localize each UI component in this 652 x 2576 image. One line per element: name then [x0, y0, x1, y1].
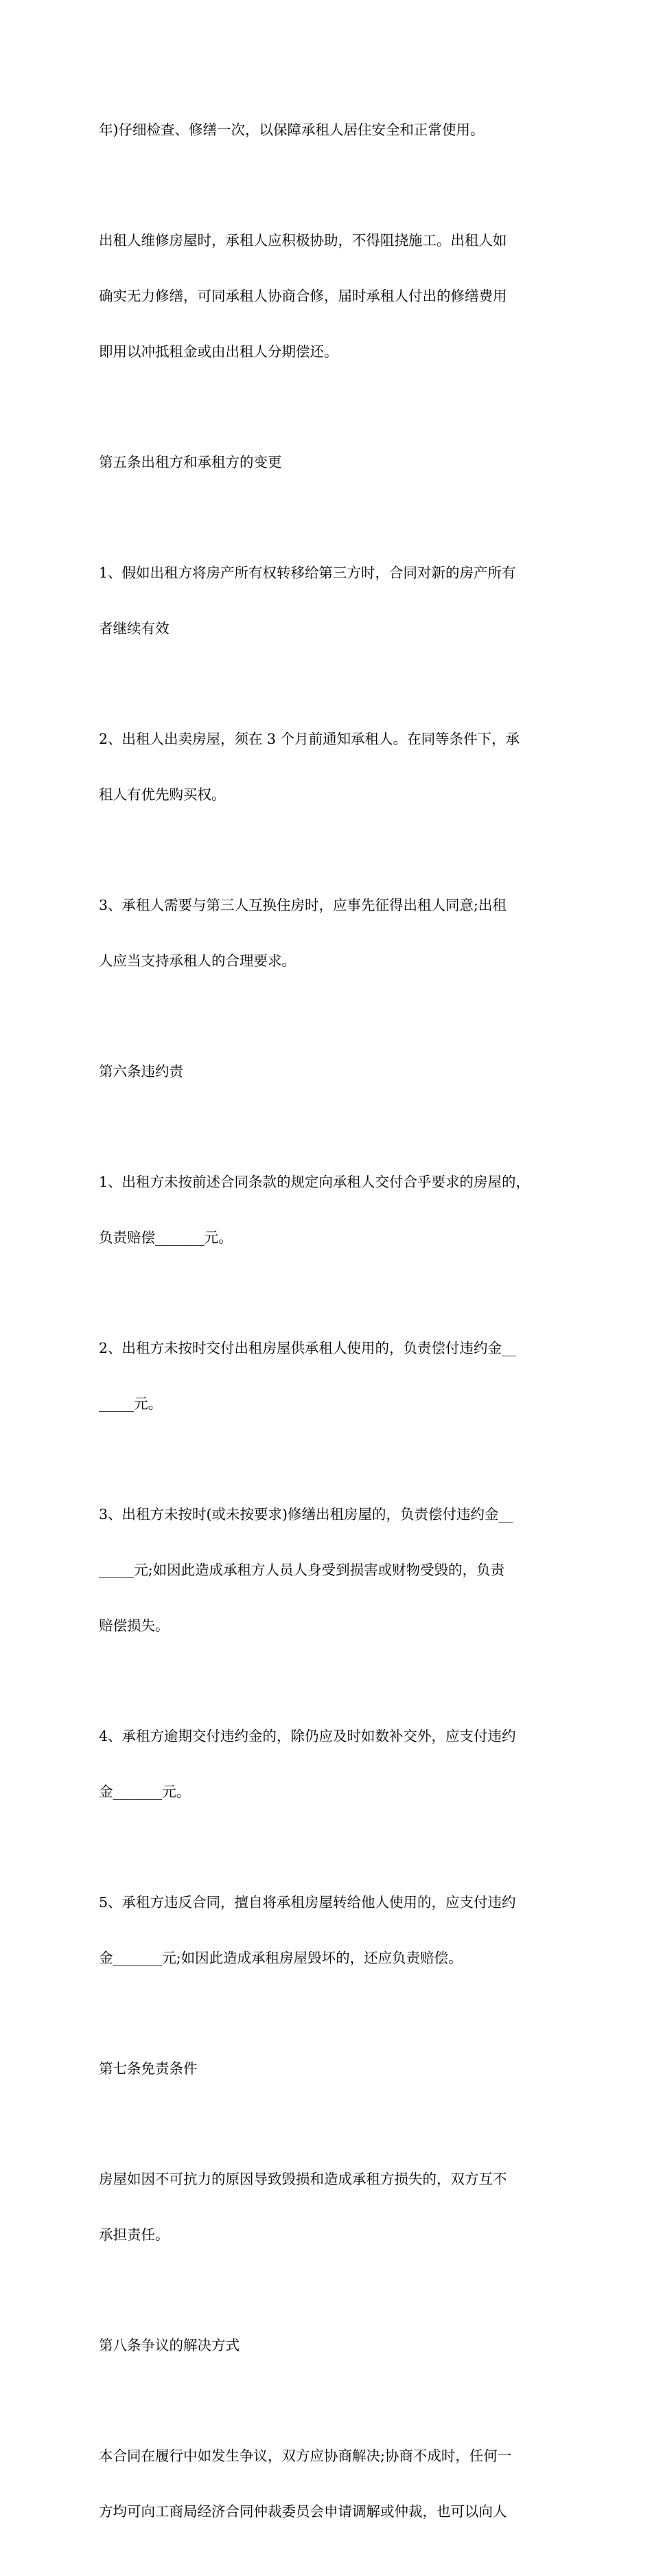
text-line: 承担责任。	[99, 2226, 170, 2243]
text-line: _____元。	[99, 1395, 163, 1412]
text-line: 金_______元。	[99, 1783, 191, 1800]
text-line: 本合同在履行中如发生争议，双方应协商解决;协商不成时，任何一	[99, 2448, 512, 2464]
text-line: 第八条争议的解决方式	[99, 2337, 240, 2353]
text-line: 3、出租方未按时(或未按要求)修缮出租房屋的，负责偿付违约金__	[99, 1506, 513, 1523]
text-line: 房屋如因不可抗力的原因导致毁损和造成承租方损失的，双方互不	[99, 2171, 507, 2187]
paragraph-repair-cooperation	[99, 194, 559, 398]
text-line: 1、出租方未按前述合同条款的规定向承租人交付合乎要求的房屋的，	[99, 1174, 531, 1190]
text-line: _____元;如因此造成承租方人员人身受到损害或财物受毁的，负责	[99, 1562, 505, 1578]
clause-6-4	[99, 1690, 559, 1838]
clause-7-force-majeure	[99, 2133, 559, 2281]
text-line: 负责赔偿_______元。	[99, 1229, 233, 1246]
section-heading-article-5	[99, 416, 559, 509]
document-page	[99, 84, 559, 2576]
text-line: 即用以冲抵租金或由出租人分期偿还。	[99, 343, 338, 360]
text-line: 租人有优先购买权。	[99, 786, 226, 803]
text-line: 第六条违约责	[99, 1063, 183, 1080]
text-line: 4、承租方逾期交付违约金的，除仍应及时如数补交外，应支付违约	[99, 1728, 516, 1744]
paragraph-repair-inspection	[99, 84, 559, 176]
text-line: 年)仔细检查、修缮一次，以保障承租人居住安全和正常使用。	[99, 122, 485, 138]
text-line: 第五条出租方和承租方的变更	[99, 454, 282, 470]
text-line: 方均可向工商局经济合同仲裁委员会申请调解或仲裁，也可以向人	[99, 2503, 507, 2520]
text-line: 人应当支持承租人的合理要求。	[99, 953, 296, 969]
clause-5-1	[99, 527, 559, 675]
text-line: 第七条免责条件	[99, 2060, 198, 2077]
clause-6-3	[99, 1468, 559, 1672]
section-heading-article-6	[99, 1025, 559, 1118]
clause-5-3	[99, 859, 559, 1007]
text-line: 3、承租人需要与第三人互换住房时，应事先征得出租人同意;出租	[99, 897, 507, 913]
text-line: 确实无力修缮，可同承租人协商合修，届时承租人付出的修缮费用	[99, 288, 507, 304]
section-heading-article-7	[99, 2022, 559, 2115]
clause-6-5	[99, 1856, 559, 2005]
clause-8-dispute	[99, 2410, 559, 2558]
section-heading-article-8	[99, 2299, 559, 2392]
clause-6-1	[99, 1136, 559, 1284]
text-line: 5、承租方违反合同，擅自将承租房屋转给他人使用的，应支付违约	[99, 1894, 516, 1911]
text-line: 赔偿损失。	[99, 1617, 170, 1634]
text-line: 金_______元;如因此造成承租房屋毁坏的，还应负责赔偿。	[99, 1950, 463, 1966]
text-line: 出租人维修房屋时，承租人应积极协助，不得阻挠施工。出租人如	[99, 232, 507, 249]
text-line: 1、假如出租方将房产所有权转移给第三方时，合同对新的房产所有	[99, 565, 516, 581]
text-line: 2、出租人出卖房屋，须在 3 个月前通知承租人。在同等条件下，承	[99, 731, 520, 747]
clause-5-2	[99, 693, 559, 841]
clause-6-2	[99, 1302, 559, 1450]
text-line: 2、出租方未按时交付出租房屋供承租人使用的，负责偿付违约金__	[99, 1340, 516, 1356]
text-line: 者继续有效	[99, 620, 170, 637]
